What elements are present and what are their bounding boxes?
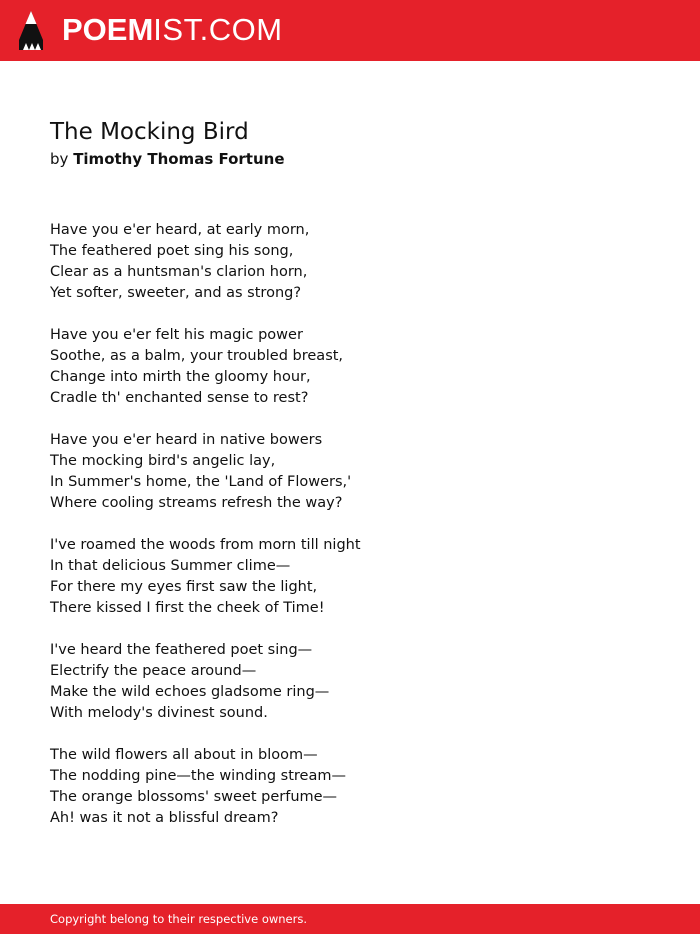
poem-line: I've roamed the woods from morn till night <box>50 537 361 553</box>
by-label: by <box>50 150 69 168</box>
brand-bold-part: POEM <box>62 12 154 47</box>
stanza-1 <box>50 220 650 304</box>
poem-line: Clear as a huntsman's clarion horn, <box>50 264 308 280</box>
poem-line: Yet softer, sweeter, and as strong? <box>50 285 302 301</box>
poem-line: I've heard the feathered poet sing— <box>50 642 313 658</box>
byline <box>50 148 650 170</box>
poem-line: Soothe, as a balm, your troubled breast, <box>50 348 344 364</box>
poem-line: Cradle th' enchanted sense to rest? <box>50 390 309 406</box>
copyright-text: Copyright belong to their respective owners. <box>50 912 308 926</box>
poem-line: Where cooling streams refresh the way? <box>50 495 343 511</box>
poem-line: Change into mirth the gloomy hour, <box>50 369 311 385</box>
poem-line: The wild flowers all about in bloom— <box>50 747 318 763</box>
poem-line: With melody's divinest sound. <box>50 705 268 721</box>
poem-line: Have you e'er felt his magic power <box>50 327 303 343</box>
poem-content <box>50 116 650 850</box>
poem-line: Have you e'er heard in native bowers <box>50 432 323 448</box>
stanza-6 <box>50 745 650 829</box>
poem-line: The nodding pine—the winding stream— <box>50 768 346 784</box>
brand-light-part: IST.COM <box>153 12 283 47</box>
poem-line: Ah! was it not a blissful dream? <box>50 810 279 826</box>
poem-body <box>50 220 650 829</box>
stanza-5 <box>50 640 650 724</box>
poem-line: The orange blossoms' sweet perfume— <box>50 789 338 805</box>
poem-line: In Summer's home, the 'Land of Flowers,' <box>50 474 352 490</box>
pencil-tip-icon[interactable] <box>18 10 44 52</box>
poem-line: In that delicious Summer clime— <box>50 558 291 574</box>
poem-line: The mocking bird's angelic lay, <box>50 453 276 469</box>
author-name: Timothy Thomas Fortune <box>73 150 285 168</box>
poem-line: There kissed I first the cheek of Time! <box>50 600 325 616</box>
poem-title: The Mocking Bird <box>50 119 249 145</box>
stanza-4 <box>50 535 650 619</box>
poem-line: Make the wild echoes gladsome ring— <box>50 684 330 700</box>
poem-line: Have you e'er heard, at early morn, <box>50 222 310 238</box>
site-logo-text[interactable] <box>62 12 283 48</box>
poem-line: The feathered poet sing his song, <box>50 243 294 259</box>
stanza-3 <box>50 430 650 514</box>
poem-line: Electrify the peace around— <box>50 663 257 679</box>
site-footer <box>0 904 700 934</box>
site-header <box>0 0 700 61</box>
poem-line: For there my eyes first saw the light, <box>50 579 318 595</box>
stanza-2 <box>50 325 650 409</box>
